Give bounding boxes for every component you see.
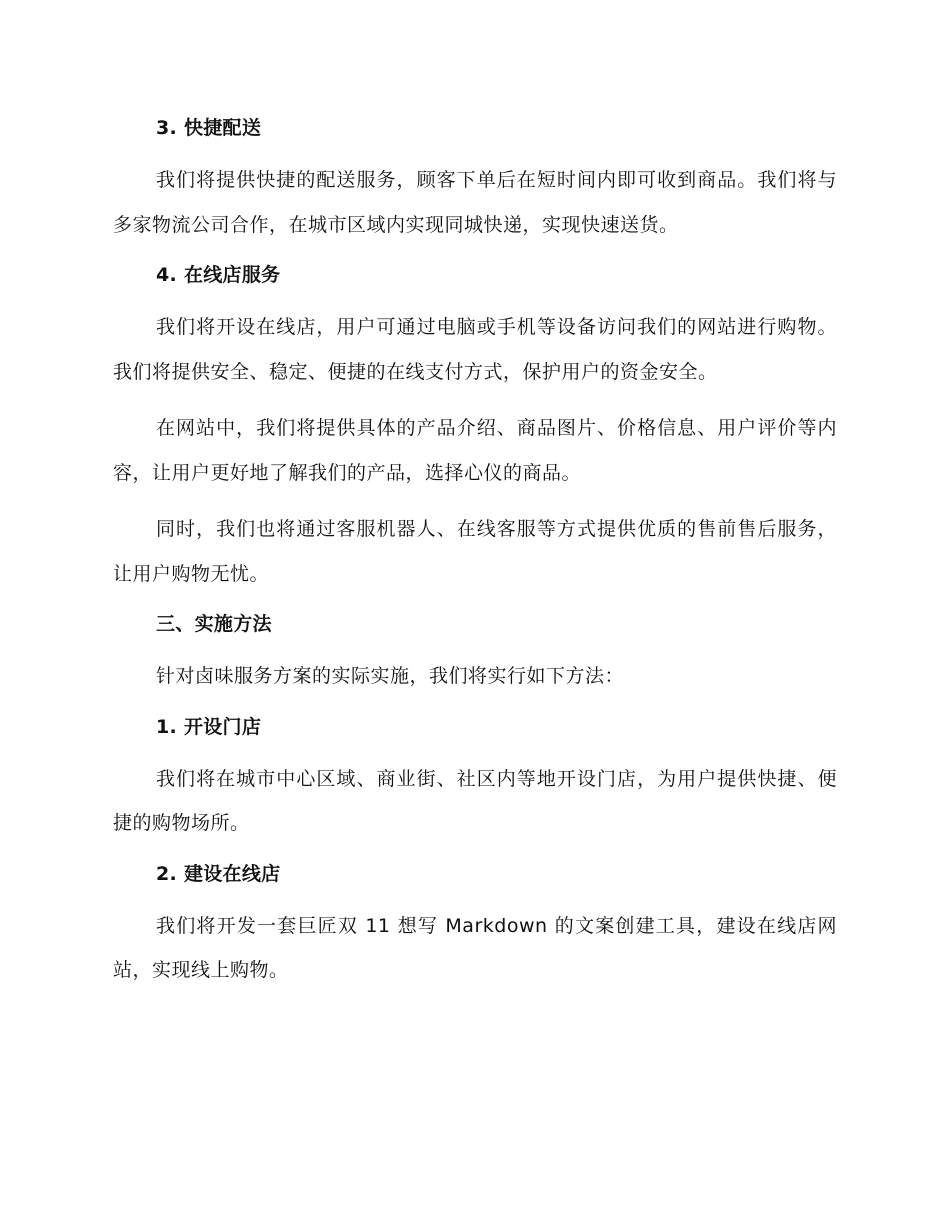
- paragraph-open-stores: 我们将在城市中心区域、商业街、社区内等地开设门店，为用户提供快捷、便捷的购物场所。: [113, 767, 837, 834]
- section-heading-implementation: 三、实施方法: [156, 613, 272, 635]
- section-heading-online-store-service: 4. 在线店服务: [156, 264, 281, 286]
- section-heading-fast-delivery: 3. 快捷配送: [156, 117, 262, 139]
- document-body: [113, 112, 837, 1005]
- paragraph-online-store-intro: 我们将开设在线店，用户可通过电脑或手机等设备访问我们的网站进行购物。我们将提供安全、稳定、便捷的在线支付方式，保护用户的资金安全。: [113, 316, 837, 383]
- section-heading-build-online-store: 2. 建设在线店: [156, 862, 281, 885]
- paragraph-fast-delivery: 我们将提供快捷的配送服务，顾客下单后在短时间内即可收到商品。我们将与多家物流公司合作，在城市区域内实现同城快递，实现快速送货。: [113, 169, 837, 236]
- paragraph-website-content: 在网站中，我们将提供具体的产品介绍、商品图片、价格信息、用户评价等内容，让用户更好地了解我们的产品，选择心仪的商品。: [113, 417, 837, 484]
- paragraph-implementation-intro: 针对卤味服务方案的实际实施，我们将实行如下方法：: [156, 665, 625, 687]
- section-heading-open-stores: 1. 开设门店: [156, 715, 262, 738]
- paragraph-build-online-store: 我们将开发一套巨匠双 11 想写 Markdown 的文案创建工具，建设在线店网站，实现线上购物。: [113, 914, 837, 981]
- paragraph-customer-service: 同时，我们也将通过客服机器人、在线客服等方式提供优质的售前售后服务，让用户购物无忧。: [113, 518, 837, 585]
